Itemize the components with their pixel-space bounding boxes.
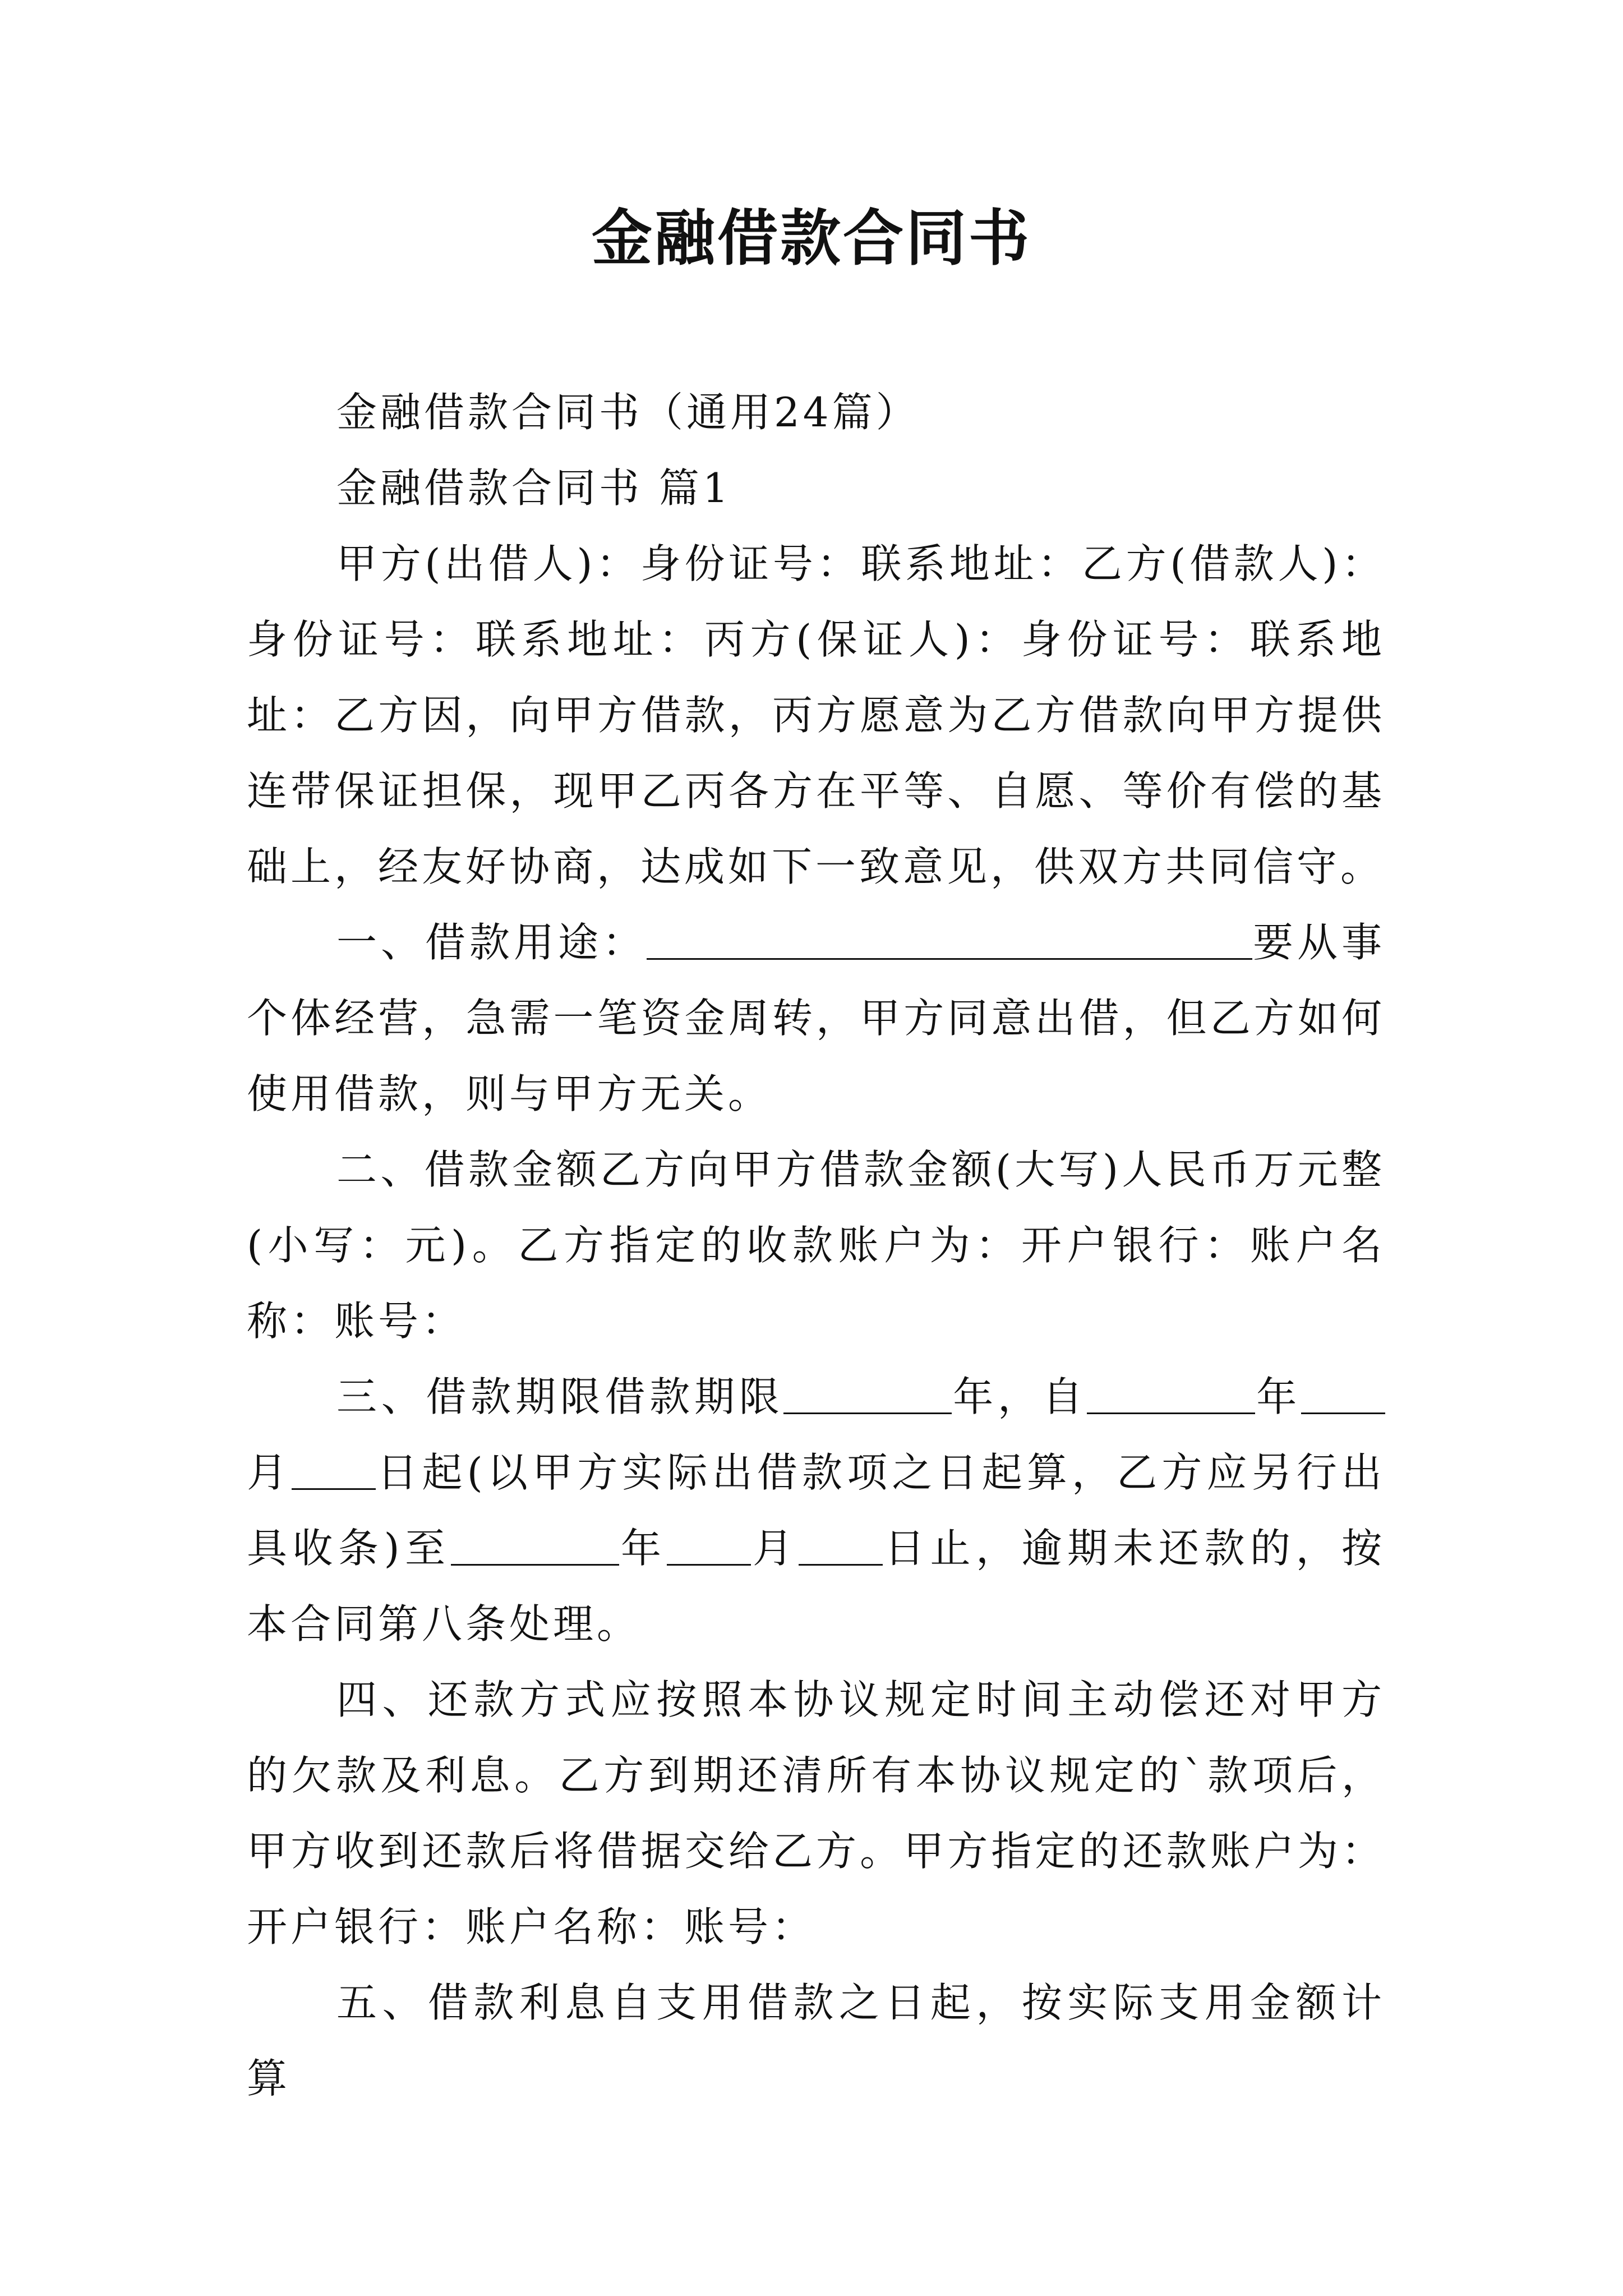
loan-term-text: 年	[1255, 1373, 1301, 1420]
loan-term-paragraph	[247, 1359, 1385, 1662]
interest-paragraph: 五、借款利息自支用借款之日起，按实际支用金额计算	[247, 1979, 1385, 2102]
loan-purpose-label: 一、借款用途：	[336, 919, 647, 966]
end-day-blank	[799, 1525, 883, 1566]
subtitle-paragraph: 金融借款合同书（通用24篇）	[336, 389, 920, 436]
loan-term-text: 日止，逾期未还款的，按本合同第八条处理。	[247, 1525, 1385, 1648]
loan-amount-paragraph: 二、借款金额乙方向甲方借款金额(大写)人民币万元整(小写：元)。乙方指定的收款账户为：开户银行：账户名称：账号：	[247, 1146, 1385, 1345]
loan-purpose-text: 要从事个体经营，急需一笔资金周转，甲方同意出借，但乙方如何使用借款，则与甲方无关。	[247, 919, 1385, 1117]
loan-term-text: 月	[750, 1525, 799, 1572]
loan-term-text: 日起(以甲方实际出借款项之日起算，乙方应另行出具收条)至	[247, 1449, 1385, 1572]
start-day-blank	[292, 1449, 376, 1490]
end-month-blank	[667, 1525, 751, 1566]
section-heading: 金融借款合同书 篇1	[336, 464, 732, 512]
loan-term-text: 年，自	[952, 1373, 1087, 1420]
start-year-blank	[1087, 1373, 1255, 1414]
end-year-blank	[451, 1525, 619, 1566]
loan-term-text: 年	[619, 1525, 667, 1572]
loan-term-text: 月	[247, 1449, 292, 1496]
document-body	[247, 375, 1385, 2116]
loan-purpose-blank	[647, 919, 1252, 960]
parties-paragraph: 甲方(出借人)：身份证号：联系地址：乙方(借款人)：身份证号：联系地址：丙方(保证人)：身份证号：联系地址：乙方因，向甲方借款，丙方愿意为乙方借款向甲方提供连带保证担保，现甲乙丙各方在平等、自愿、等价有偿的基础上，经友好协商，达成如下一致意见，供双方共同信守。	[247, 540, 1385, 890]
loan-purpose-paragraph	[247, 905, 1385, 1132]
document-title: 金融借款合同书	[591, 203, 1031, 274]
repayment-paragraph: 四、还款方式应按照本协议规定时间主动偿还对甲方的欠款及利息。乙方到期还清所有本协议规定的`款项后，甲方收到还款后将借据交给乙方。甲方指定的还款账户为：开户银行：账户名称：账号：	[247, 1676, 1385, 1950]
term-years-blank	[783, 1373, 952, 1414]
start-month-blank	[1301, 1373, 1385, 1414]
loan-term-label: 三、借款期限借款期限	[336, 1373, 784, 1420]
